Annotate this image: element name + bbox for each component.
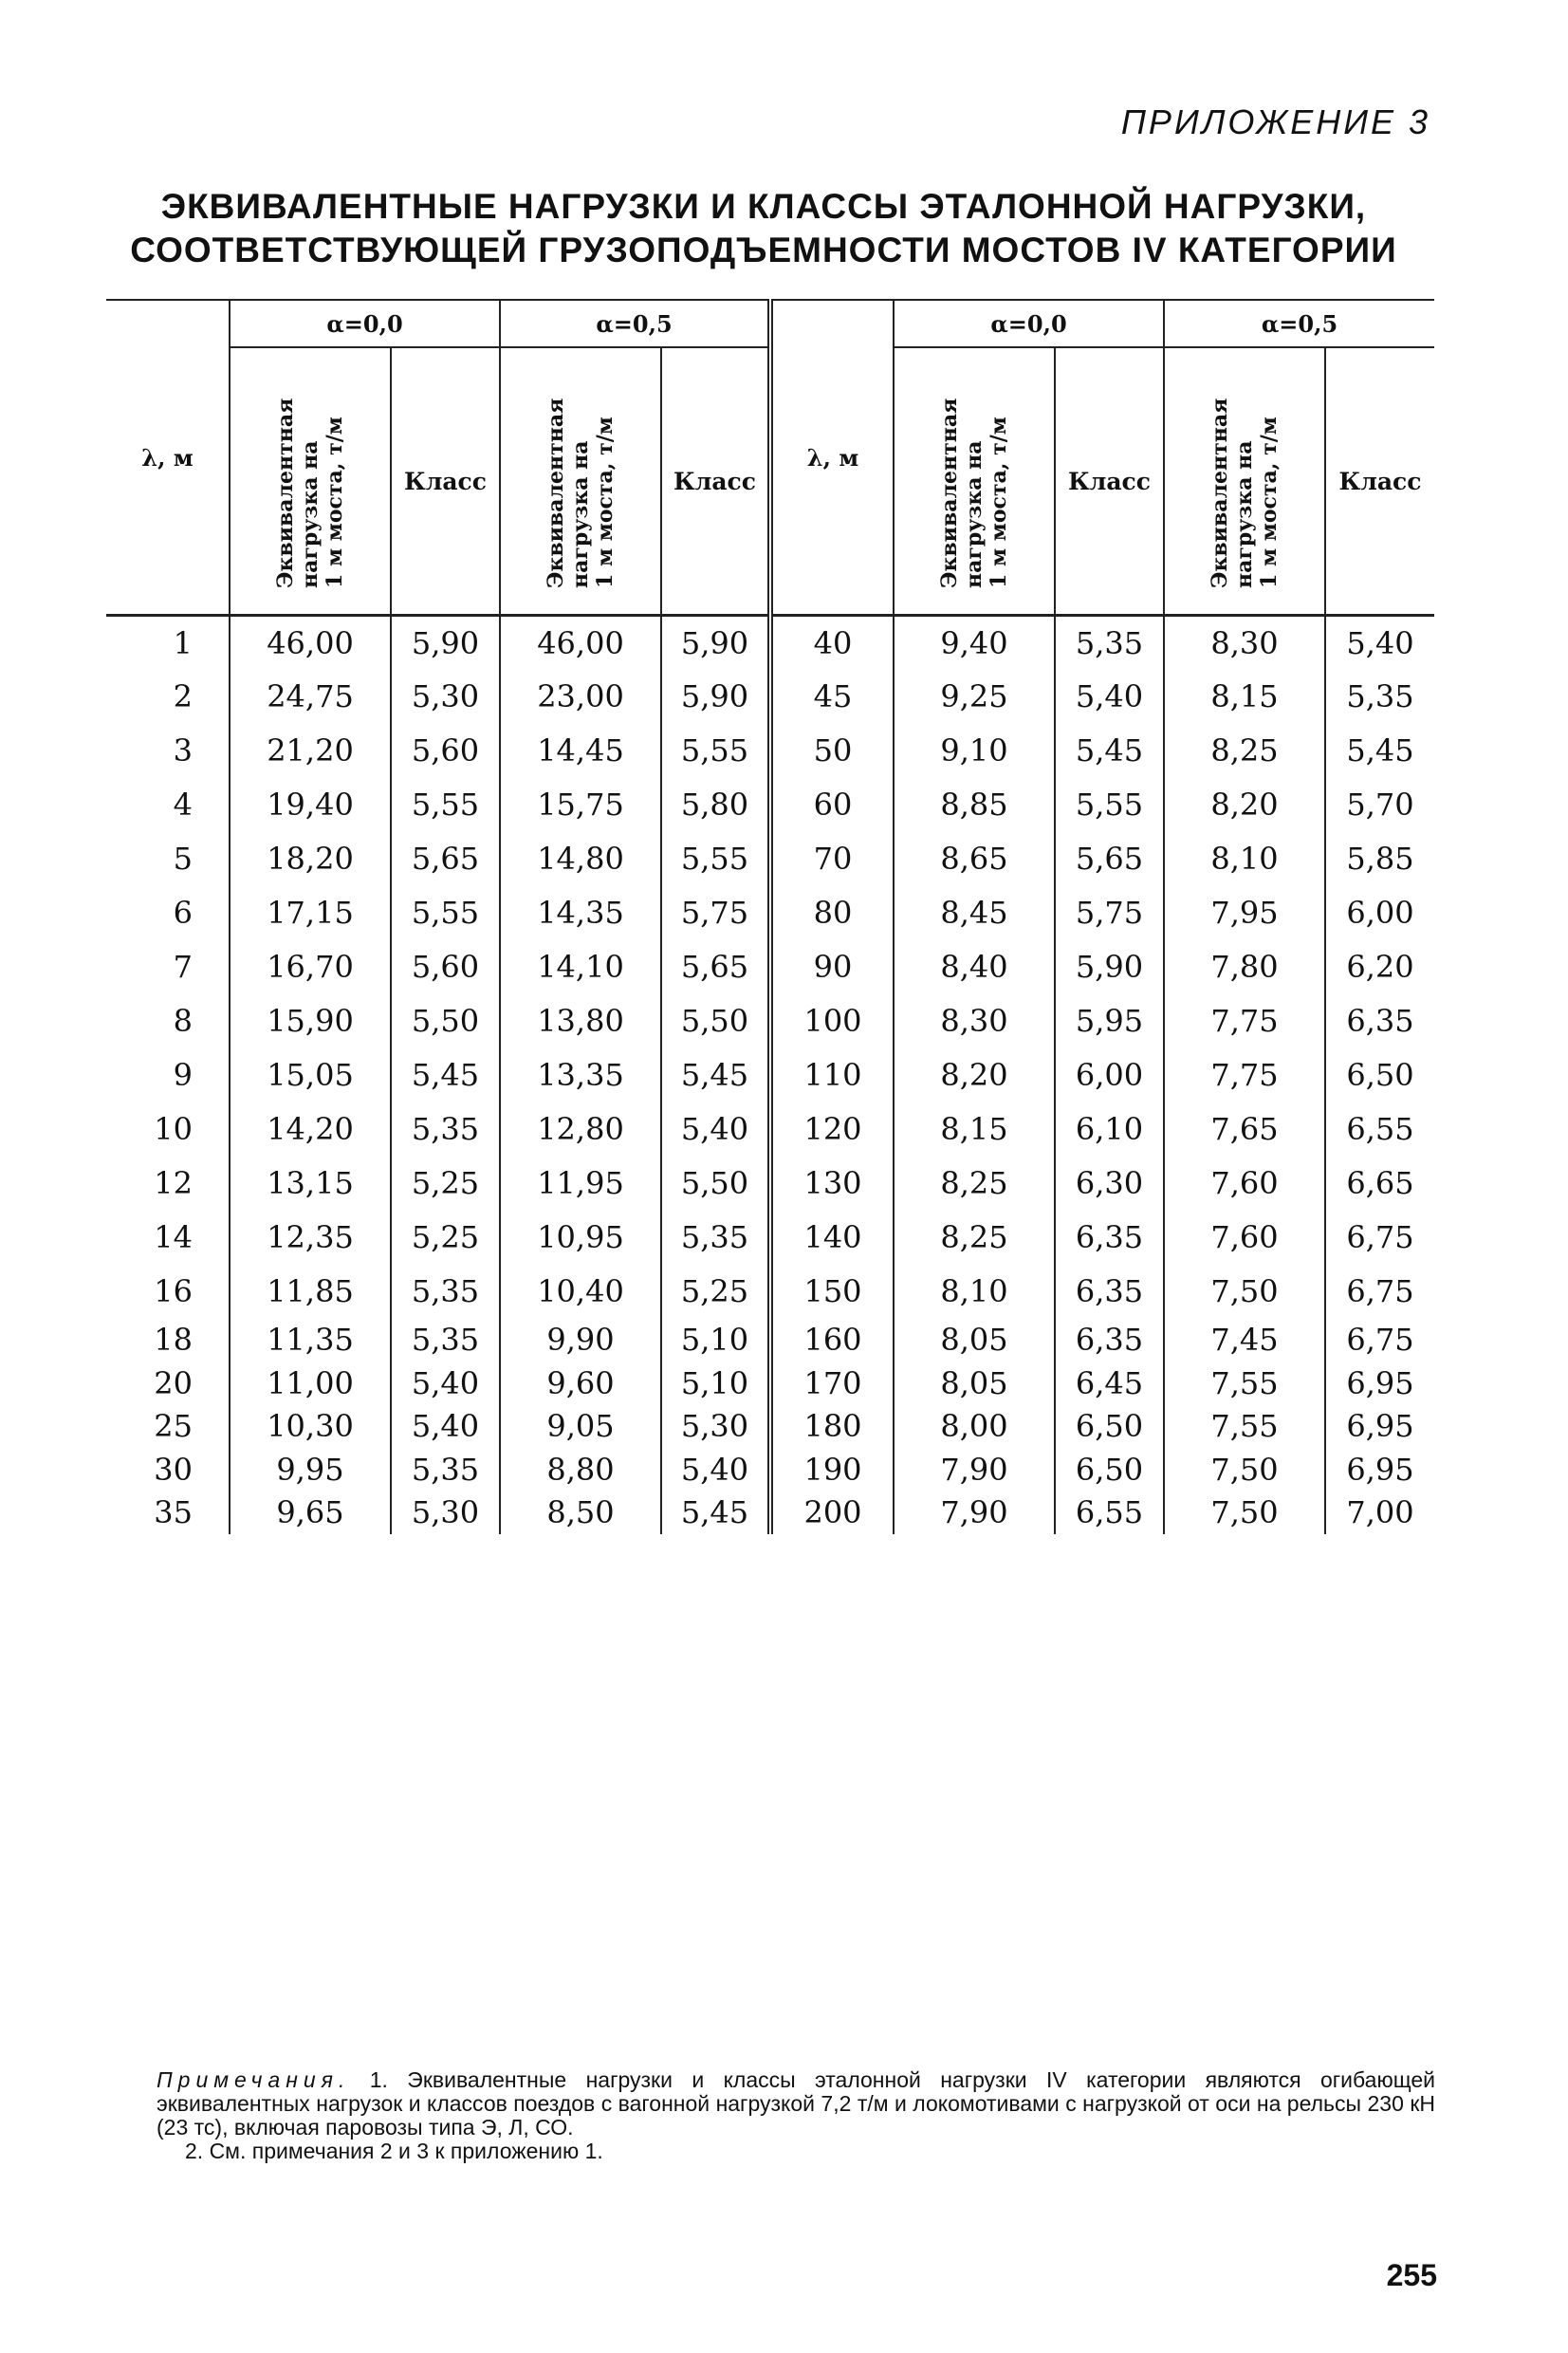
cell-equiv-a0-left: 18,20 (230, 832, 391, 886)
cell-class-a0-left: 5,40 (391, 1362, 500, 1405)
cell-lambda-left: 20 (154, 1364, 193, 1401)
cell-equiv-a0-left: 13,15 (230, 1157, 391, 1211)
cell-equiv-a05-left: 9,05 (500, 1405, 661, 1449)
cell-equiv-a0-right: 8,30 (894, 994, 1055, 1048)
cell-class-a05-left: 5,75 (661, 886, 770, 940)
cell-lambda-left: 4 (173, 787, 193, 823)
cell-equiv-a05-left: 23,00 (500, 670, 661, 724)
cell-class-a0-left: 5,60 (391, 940, 500, 994)
cell-lambda-right: 170 (770, 1362, 894, 1405)
cell-equiv-a05-right: 8,25 (1164, 724, 1325, 778)
table-row (106, 1319, 1434, 1362)
cell-lambda-right: 110 (770, 1048, 894, 1102)
table-row (106, 1102, 1434, 1157)
cell-equiv-a05-left: 9,90 (500, 1319, 661, 1362)
cell-class-a05-right: 6,55 (1325, 1102, 1434, 1157)
cell-class-a05-right: 7,00 (1325, 1491, 1434, 1535)
cell-equiv-a05-right: 7,55 (1164, 1405, 1325, 1449)
cell-lambda-right: 70 (770, 832, 894, 886)
cell-class-a0-right: 5,45 (1055, 724, 1164, 778)
cell-equiv-a05-left: 14,80 (500, 832, 661, 886)
cell-equiv-a0-right: 7,90 (894, 1448, 1055, 1491)
cell-class-a05-right: 6,75 (1325, 1319, 1434, 1362)
cell-class-a0-left: 5,45 (391, 1048, 500, 1102)
cell-class-a05-left: 5,50 (661, 994, 770, 1048)
cell-class-a0-right: 6,50 (1055, 1405, 1164, 1449)
cell-class-a0-left: 5,50 (391, 994, 500, 1048)
cell-equiv-a0-left: 9,65 (230, 1491, 391, 1535)
cell-lambda-right: 100 (770, 994, 894, 1048)
equiv-load-header: Эквивалентная нагрузка на 1 м моста, т/м (230, 347, 391, 616)
cell-lambda-right: 60 (770, 778, 894, 832)
cell-equiv-a05-right: 7,50 (1164, 1491, 1325, 1535)
cell-lambda-right: 180 (770, 1405, 894, 1449)
cell-lambda-left: 9 (173, 1057, 193, 1093)
cell-class-a05-left: 5,10 (661, 1362, 770, 1405)
cell-equiv-a0-right: 8,15 (894, 1102, 1055, 1157)
cell-equiv-a05-right: 7,50 (1164, 1448, 1325, 1491)
cell-class-a0-left: 5,90 (391, 616, 500, 670)
cell-equiv-a0-right: 8,20 (894, 1048, 1055, 1102)
page-number: 255 (1386, 2258, 1437, 2292)
cell-class-a0-right: 5,95 (1055, 994, 1164, 1048)
cell-class-a0-left: 5,65 (391, 832, 500, 886)
cell-equiv-a05-left: 15,75 (500, 778, 661, 832)
cell-equiv-a0-right: 7,90 (894, 1491, 1055, 1535)
table-row (106, 1448, 1434, 1491)
cell-equiv-a05-right: 7,45 (1164, 1319, 1325, 1362)
cell-class-a05-right: 5,85 (1325, 832, 1434, 886)
cell-class-a05-right: 6,75 (1325, 1265, 1434, 1319)
cell-class-a05-left: 5,30 (661, 1405, 770, 1449)
cell-equiv-a0-right: 8,25 (894, 1157, 1055, 1211)
cell-equiv-a0-left: 17,15 (230, 886, 391, 940)
cell-class-a0-left: 5,60 (391, 724, 500, 778)
cell-equiv-a05-right: 8,15 (1164, 670, 1325, 724)
cell-class-a05-right: 6,95 (1325, 1362, 1434, 1405)
lambda-header-right: λ, м (770, 300, 894, 616)
alpha-05-header-right: α=0,5 (1164, 300, 1434, 347)
cell-class-a05-left: 5,35 (661, 1211, 770, 1265)
table-row (106, 1362, 1434, 1405)
cell-class-a05-right: 6,20 (1325, 940, 1434, 994)
cell-equiv-a05-left: 10,95 (500, 1211, 661, 1265)
cell-lambda-right: 90 (770, 940, 894, 994)
cell-equiv-a05-left: 8,50 (500, 1491, 661, 1535)
cell-class-a0-right: 6,35 (1055, 1211, 1164, 1265)
cell-equiv-a0-right: 9,25 (894, 670, 1055, 724)
cell-class-a0-left: 5,30 (391, 670, 500, 724)
cell-equiv-a0-right: 8,10 (894, 1265, 1055, 1319)
cell-equiv-a0-left: 15,05 (230, 1048, 391, 1102)
cell-equiv-a05-left: 14,35 (500, 886, 661, 940)
cell-lambda-left: 5 (173, 841, 193, 877)
table-row (106, 724, 1434, 778)
notes-heading: Примечания. (157, 2067, 351, 2092)
cell-equiv-a0-left: 46,00 (230, 616, 391, 670)
cell-class-a0-right: 5,35 (1055, 616, 1164, 670)
cell-class-a05-left: 5,40 (661, 1102, 770, 1157)
cell-equiv-a0-right: 9,10 (894, 724, 1055, 778)
class-header: Класс (391, 347, 500, 616)
cell-equiv-a05-right: 8,20 (1164, 778, 1325, 832)
table-row (106, 1491, 1434, 1535)
cell-equiv-a0-left: 11,85 (230, 1265, 391, 1319)
cell-equiv-a05-right: 7,80 (1164, 940, 1325, 994)
cell-equiv-a0-right: 8,05 (894, 1362, 1055, 1405)
cell-lambda-right: 140 (770, 1211, 894, 1265)
cell-class-a0-left: 5,35 (391, 1448, 500, 1491)
cell-lambda-right: 200 (770, 1491, 894, 1535)
cell-class-a05-left: 5,90 (661, 670, 770, 724)
cell-class-a05-left: 5,90 (661, 616, 770, 670)
cell-lambda-right: 50 (770, 724, 894, 778)
table-row (106, 1265, 1434, 1319)
cell-lambda-right: 120 (770, 1102, 894, 1157)
cell-class-a05-right: 5,35 (1325, 670, 1434, 724)
alpha-0-header-right: α=0,0 (894, 300, 1164, 347)
table-row (106, 778, 1434, 832)
cell-class-a05-left: 5,10 (661, 1319, 770, 1362)
cell-equiv-a05-left: 10,40 (500, 1265, 661, 1319)
cell-equiv-a05-left: 8,80 (500, 1448, 661, 1491)
table-row (106, 994, 1434, 1048)
cell-lambda-left: 3 (173, 732, 193, 769)
class-header: Класс (1325, 347, 1434, 616)
cell-equiv-a05-right: 7,55 (1164, 1362, 1325, 1405)
cell-equiv-a0-left: 16,70 (230, 940, 391, 994)
cell-equiv-a0-left: 11,00 (230, 1362, 391, 1405)
cell-lambda-right: 45 (770, 670, 894, 724)
cell-equiv-a0-right: 8,00 (894, 1405, 1055, 1449)
cell-class-a0-right: 6,55 (1055, 1491, 1164, 1535)
cell-class-a05-left: 5,45 (661, 1048, 770, 1102)
cell-equiv-a05-right: 8,10 (1164, 832, 1325, 886)
equiv-load-header: Эквивалентная нагрузка на 1 м моста, т/м (500, 347, 661, 616)
cell-lambda-right: 80 (770, 886, 894, 940)
cell-lambda-left: 7 (173, 949, 193, 985)
cell-class-a05-right: 5,70 (1325, 778, 1434, 832)
cell-lambda-left: 25 (154, 1408, 193, 1445)
cell-equiv-a0-left: 12,35 (230, 1211, 391, 1265)
page-title (95, 185, 1432, 272)
cell-equiv-a05-right: 8,30 (1164, 616, 1325, 670)
cell-lambda-left: 12 (154, 1165, 193, 1201)
cell-class-a0-right: 6,00 (1055, 1048, 1164, 1102)
cell-class-a0-right: 6,10 (1055, 1102, 1164, 1157)
cell-equiv-a0-right: 8,05 (894, 1319, 1055, 1362)
cell-equiv-a05-right: 7,75 (1164, 1048, 1325, 1102)
table-row (106, 886, 1434, 940)
cell-class-a0-right: 6,50 (1055, 1448, 1164, 1491)
cell-class-a05-left: 5,55 (661, 832, 770, 886)
class-header: Класс (1055, 347, 1164, 616)
cell-equiv-a0-left: 10,30 (230, 1405, 391, 1449)
cell-equiv-a0-right: 9,40 (894, 616, 1055, 670)
cell-class-a0-left: 5,35 (391, 1265, 500, 1319)
class-header: Класс (661, 347, 770, 616)
equivalent-loads-table (106, 299, 1434, 1534)
notes (157, 2068, 1435, 2163)
cell-class-a05-left: 5,65 (661, 940, 770, 994)
cell-class-a05-right: 5,40 (1325, 616, 1434, 670)
cell-equiv-a05-right: 7,65 (1164, 1102, 1325, 1157)
cell-class-a0-right: 5,90 (1055, 940, 1164, 994)
cell-class-a05-right: 6,95 (1325, 1448, 1434, 1491)
cell-class-a05-left: 5,45 (661, 1491, 770, 1535)
cell-class-a0-right: 5,55 (1055, 778, 1164, 832)
note-2: 2. См. примечания 2 и 3 к приложению 1. (185, 2139, 603, 2163)
cell-class-a05-left: 5,55 (661, 724, 770, 778)
cell-equiv-a05-left: 46,00 (500, 616, 661, 670)
table-row (106, 1157, 1434, 1211)
cell-equiv-a05-left: 13,35 (500, 1048, 661, 1102)
cell-class-a0-left: 5,55 (391, 778, 500, 832)
cell-class-a0-right: 5,40 (1055, 670, 1164, 724)
cell-class-a0-left: 5,35 (391, 1319, 500, 1362)
cell-lambda-right: 190 (770, 1448, 894, 1491)
cell-equiv-a0-right: 8,85 (894, 778, 1055, 832)
cell-equiv-a0-right: 8,65 (894, 832, 1055, 886)
table-row (106, 616, 1434, 670)
cell-equiv-a05-right: 7,60 (1164, 1157, 1325, 1211)
cell-lambda-left: 14 (154, 1219, 193, 1255)
cell-equiv-a0-right: 8,45 (894, 886, 1055, 940)
cell-class-a05-right: 6,95 (1325, 1405, 1434, 1449)
cell-class-a05-right: 5,45 (1325, 724, 1434, 778)
note-1: 1. Эквивалентные нагрузки и классы эталонной нагрузки IV категории являются огибающей эквивалентных нагрузок и классов поездов с вагонной нагрузкой 7,2 т/м и локомотивами с нагрузкой от оси на рельсы 230 кН (23 тс), включая паровозы типа Э, Л, СО. (157, 2067, 1435, 2140)
cell-class-a05-right: 6,00 (1325, 886, 1434, 940)
cell-equiv-a05-left: 9,60 (500, 1362, 661, 1405)
cell-class-a05-left: 5,50 (661, 1157, 770, 1211)
table-body (106, 616, 1434, 1535)
cell-class-a05-left: 5,25 (661, 1265, 770, 1319)
cell-class-a05-left: 5,80 (661, 778, 770, 832)
cell-class-a0-right: 6,35 (1055, 1265, 1164, 1319)
cell-class-a05-right: 6,35 (1325, 994, 1434, 1048)
table-row (106, 1405, 1434, 1449)
cell-lambda-left: 16 (154, 1273, 193, 1309)
cell-class-a0-left: 5,25 (391, 1211, 500, 1265)
cell-class-a05-right: 6,75 (1325, 1211, 1434, 1265)
cell-equiv-a05-left: 11,95 (500, 1157, 661, 1211)
appendix-label: ПРИЛОЖЕНИЕ 3 (1120, 102, 1430, 141)
cell-class-a0-left: 5,55 (391, 886, 500, 940)
cell-equiv-a0-right: 8,40 (894, 940, 1055, 994)
cell-equiv-a05-right: 7,50 (1164, 1265, 1325, 1319)
cell-equiv-a0-left: 14,20 (230, 1102, 391, 1157)
cell-lambda-left: 10 (154, 1111, 193, 1147)
cell-lambda-left: 35 (154, 1494, 193, 1531)
cell-class-a0-left: 5,35 (391, 1102, 500, 1157)
cell-class-a0-left: 5,30 (391, 1491, 500, 1535)
cell-equiv-a05-left: 14,45 (500, 724, 661, 778)
cell-lambda-left: 8 (173, 1003, 193, 1039)
title-line-1: ЭКВИВАЛЕНТНЫЕ НАГРУЗКИ И КЛАССЫ ЭТАЛОННОЙ НАГРУЗКИ, (160, 187, 1367, 226)
cell-lambda-left: 1 (173, 624, 193, 661)
table-row (106, 832, 1434, 886)
cell-lambda-right: 160 (770, 1319, 894, 1362)
cell-class-a0-right: 6,30 (1055, 1157, 1164, 1211)
cell-class-a05-left: 5,40 (661, 1448, 770, 1491)
cell-class-a0-right: 6,35 (1055, 1319, 1164, 1362)
cell-equiv-a0-left: 9,95 (230, 1448, 391, 1491)
cell-class-a0-left: 5,25 (391, 1157, 500, 1211)
cell-equiv-a05-right: 7,60 (1164, 1211, 1325, 1265)
cell-lambda-left: 6 (173, 895, 193, 931)
cell-class-a05-right: 6,50 (1325, 1048, 1434, 1102)
cell-equiv-a0-left: 15,90 (230, 994, 391, 1048)
cell-class-a0-right: 6,45 (1055, 1362, 1164, 1405)
cell-lambda-left: 30 (154, 1451, 193, 1488)
cell-equiv-a0-left: 24,75 (230, 670, 391, 724)
cell-class-a0-left: 5,40 (391, 1405, 500, 1449)
cell-equiv-a0-right: 8,25 (894, 1211, 1055, 1265)
cell-equiv-a0-left: 11,35 (230, 1319, 391, 1362)
table-row (106, 1211, 1434, 1265)
cell-equiv-a05-left: 13,80 (500, 994, 661, 1048)
cell-equiv-a0-left: 19,40 (230, 778, 391, 832)
table-row (106, 940, 1434, 994)
lambda-header-left: λ, м (106, 300, 230, 616)
cell-equiv-a05-left: 14,10 (500, 940, 661, 994)
cell-equiv-a0-left: 21,20 (230, 724, 391, 778)
cell-class-a0-right: 5,65 (1055, 832, 1164, 886)
alpha-05-header-left: α=0,5 (500, 300, 770, 347)
equiv-load-header: Эквивалентная нагрузка на 1 м моста, т/м (894, 347, 1055, 616)
alpha-0-header-left: α=0,0 (230, 300, 500, 347)
cell-equiv-a05-left: 12,80 (500, 1102, 661, 1157)
cell-class-a0-right: 5,75 (1055, 886, 1164, 940)
cell-lambda-right: 40 (770, 616, 894, 670)
table-row (106, 670, 1434, 724)
table-row (106, 1048, 1434, 1102)
cell-lambda-right: 130 (770, 1157, 894, 1211)
title-line-2: СООТВЕТСТВУЮЩЕЙ ГРУЗОПОДЪЕМНОСТИ МОСТОВ IV КАТЕГОРИИ (130, 231, 1397, 269)
cell-equiv-a05-right: 7,95 (1164, 886, 1325, 940)
cell-class-a05-right: 6,65 (1325, 1157, 1434, 1211)
cell-lambda-left: 18 (154, 1322, 193, 1359)
cell-lambda-left: 2 (173, 678, 193, 714)
cell-equiv-a05-right: 7,75 (1164, 994, 1325, 1048)
equiv-load-header: Эквивалентная нагрузка на 1 м моста, т/м (1164, 347, 1325, 616)
cell-lambda-right: 150 (770, 1265, 894, 1319)
